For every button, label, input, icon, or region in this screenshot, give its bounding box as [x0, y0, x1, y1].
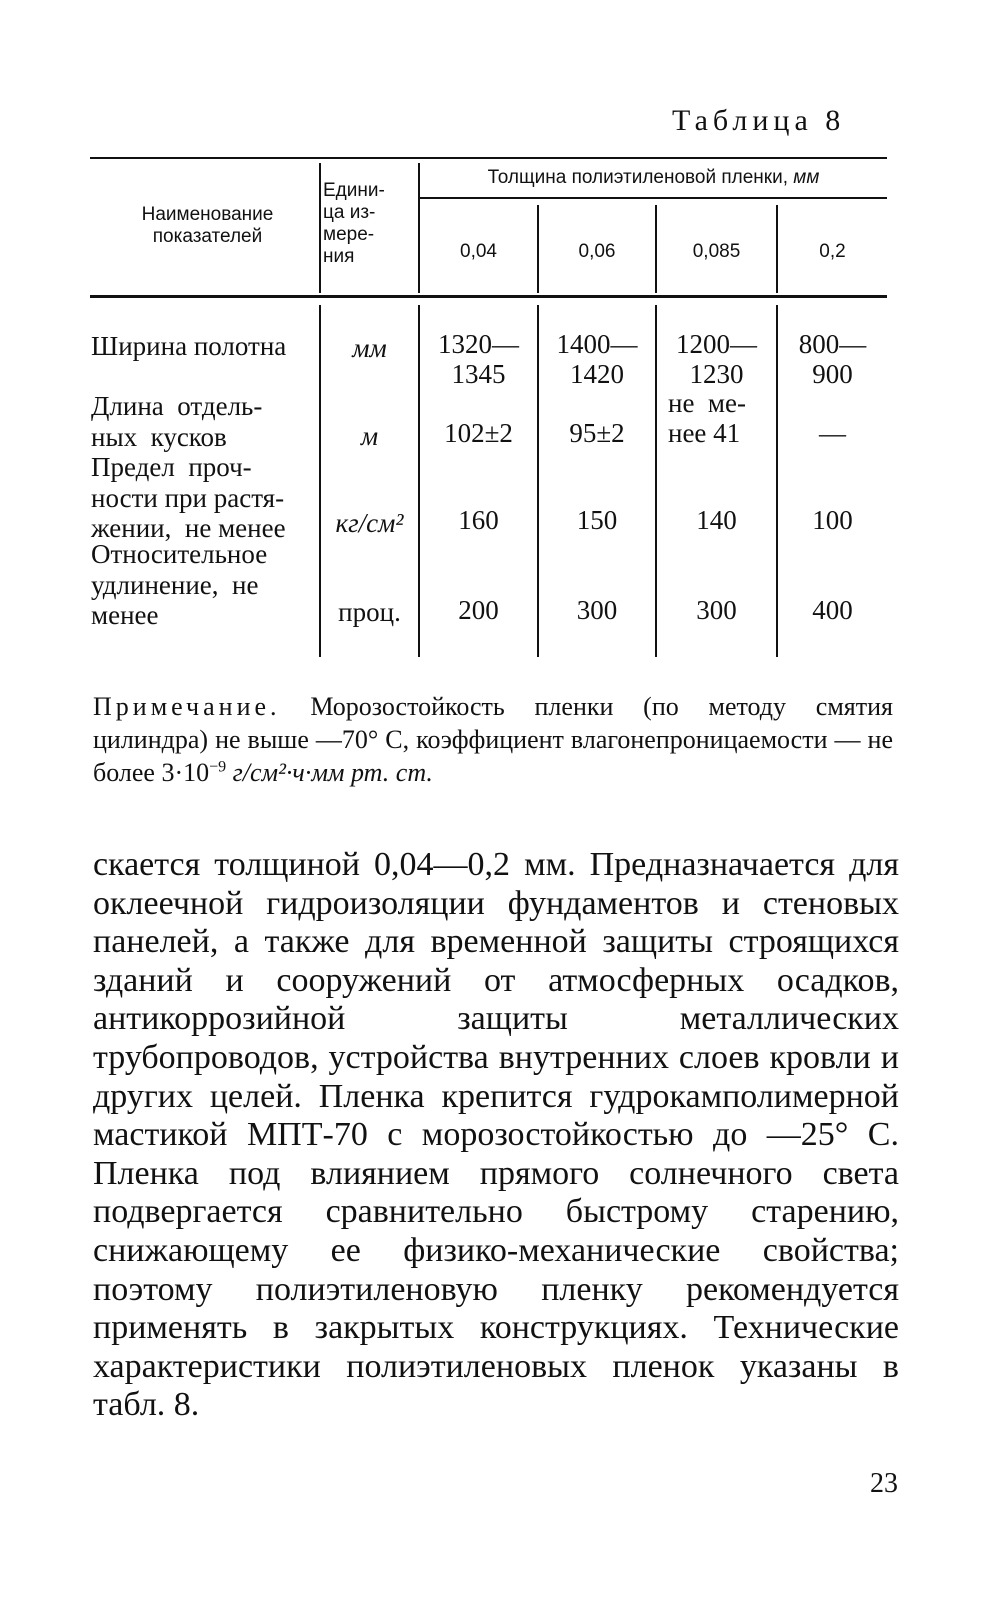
cell: 1200— 1230	[676, 329, 757, 389]
header-unit: Едини- ца из- мере- ния	[323, 180, 385, 267]
cell: 140	[696, 505, 737, 535]
cell: 300	[696, 595, 737, 625]
row-unit-width: мм	[352, 333, 387, 363]
cell: 102±2	[444, 418, 513, 448]
cell: не ме- нее 41	[668, 388, 746, 448]
cell: 200	[458, 595, 499, 625]
cell: 400	[812, 595, 853, 625]
header-thickness: Толщина полиэтиленовой пленки, мм	[487, 167, 820, 188]
note-exponent: −9	[209, 758, 227, 776]
cell: 1320— 1345	[438, 329, 519, 389]
note-text: Морозостойкость пленки (по методу смятия цилиндра) не выше —70° С, коэффициент влагонепроницаемости — не более 3·10	[93, 692, 893, 787]
cell: 800— 900	[798, 329, 867, 389]
note-label: Примечание.	[93, 692, 281, 721]
table-caption: Таблица 8	[672, 104, 846, 137]
row-unit-length: м	[360, 421, 379, 451]
table-note	[93, 690, 893, 789]
note-unit: г/см²·ч·мм рт. ст.	[232, 758, 433, 787]
page-number: 23	[870, 1468, 898, 1499]
row-unit-strength: кг/см²	[335, 508, 404, 538]
thickness-col-3: 0,085	[692, 241, 741, 262]
thickness-header-rule	[418, 197, 887, 199]
cell: —	[819, 418, 846, 448]
table-top-rule	[90, 157, 887, 159]
row-name-strength: Предел проч- ности при растя- жении, не менее	[91, 452, 286, 543]
col-divider-unit	[319, 163, 321, 293]
cell: 150	[576, 505, 618, 535]
body-paragraph: скается толщиной 0,04—0,2 мм. Предназначается для оклеечной гидроизоляции фундаментов и стеновых панелей, а также для временной защиты строящихся зданий и сооружений от атмосферных осадков, антикоррозийной защиты металлических трубопроводов, устройства внутренних слоев кровли и других целей. Пленка крепится гудрокамполимерной мастикой МПТ-70 с морозостойкостью до —25° С. Пленка под влиянием прямого солнечного света подвергается сравнительно быстрому старению, снижающему ее физико-механические свойства; поэтому полиэтиленовую пленку рекомендуется применять в закрытых конструкциях. Технические характеристики полиэтиленовых пленок указаны в табл. 8.	[93, 846, 899, 1424]
row-name-length: Длина отдель- ных кусков	[91, 391, 263, 452]
header-bottom-rule	[90, 295, 887, 298]
row-name-elongation: Относительное удлинение, не менее	[91, 539, 268, 630]
thickness-col-4: 0,2	[819, 241, 846, 262]
cell: 160	[458, 505, 499, 535]
cell: 1400— 1420	[556, 329, 638, 389]
cell: 300	[576, 595, 618, 625]
row-name-width: Ширина полотна	[91, 331, 287, 361]
header-name: Наименование показателей	[141, 204, 274, 247]
thickness-col-2: 0,06	[578, 241, 616, 262]
thickness-col-1: 0,04	[460, 241, 497, 262]
cell: 95±2	[569, 418, 625, 448]
cell: 100	[812, 505, 853, 535]
row-unit-elongation: проц.	[338, 597, 401, 627]
